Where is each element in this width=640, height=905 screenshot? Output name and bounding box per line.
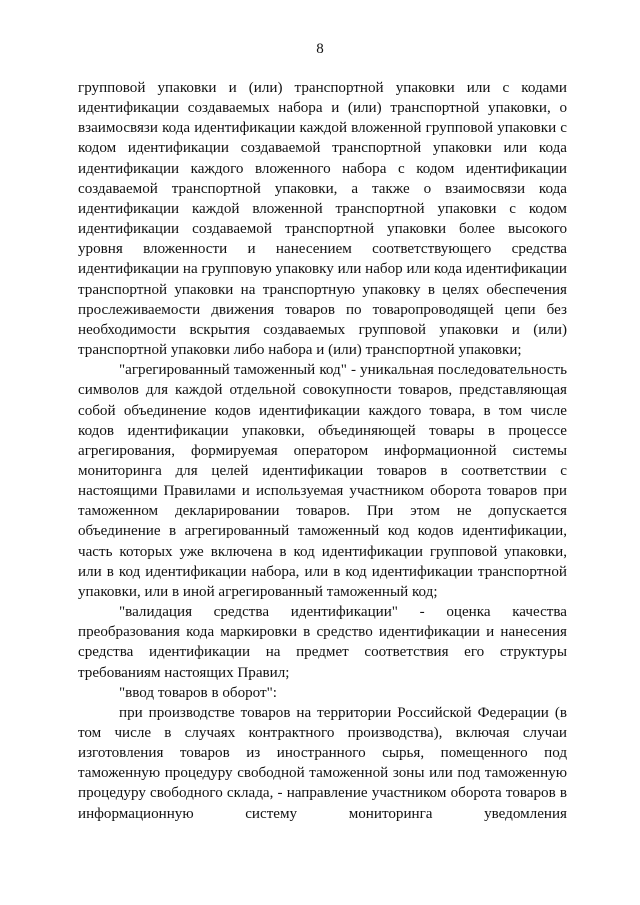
- paragraph-validation-definition: "валидация средства идентификации" - оценка качества преобразования кода маркировки в средство идентификации и нанесения средства идентификации на предмет соответствия его структуры требованиям настоящих Правил;: [78, 604, 567, 681]
- page-number: 8: [316, 41, 324, 57]
- paragraph-packaging-aggregation: групповой упаковки и (или) транспортной упаковки или с кодами идентификации создаваемых набора и (или) транспортной упаковки, о взаимосвязи кода идентификации каждой вложенной групповой упаковки с кодом идентификации создаваемой транспортной упаковки или кода идентификации каждого вложенного набора с кодом идентификации создаваемой транспортной упаковки, а также о взаимосвязи кода идентификации каждой вложенной транспортной упаковки с кодом идентификации создаваемой транспортной упаковки более высокого уровня вложенности и нанесением соответствующего средства идентификации на групповую упаковку или набор или кода идентификации транспортной упаковки на транспортную упаковку в целях обеспечения прослеживаемости движения товаров по товаропроводящей цепи без необходимости вскрытия создаваемых групповой упаковки и (или) транспортной упаковки либо набора и (или) транспортной упаковки;: [78, 80, 567, 359]
- paragraph-putting-into-circulation: "ввод товаров в оборот":: [119, 684, 277, 701]
- document-body: [78, 78, 567, 824]
- paragraph-production-in-russia: при производстве товаров на территории Российской Федерации (в том числе в случаях контрактного производства), включая случаи изготовления товаров из иностранного сырья, помещенного под таможенную процедуру свободной таможенной зоны или под таможенную процедуру свободного склада, - направление участником оборота товаров в информационную систему мониторинга уведомления: [78, 704, 567, 822]
- paragraph-aggregated-customs-code: "агрегированный таможенный код" - уникальная последовательность символов для каждой отдельной совокупности товаров, представляющая собой объединение кодов идентификации каждого товара, в том числе кодов идентификации упаковки, объединяющей товары в процессе агрегирования, формируемая оператором информационной системы мониторинга для целей идентификации товаров в соответствии с настоящими Правилами и используемая участником оборота товаров при таможенном декларировании товаров. При этом не допускается объединение в агрегированный таможенный код кодов идентификации, часть которых уже включена в код идентификации групповой упаковки, или в код идентификации набора, или в код идентификации транспортной упаковки, или в иной агрегированный таможенный код;: [78, 362, 567, 600]
